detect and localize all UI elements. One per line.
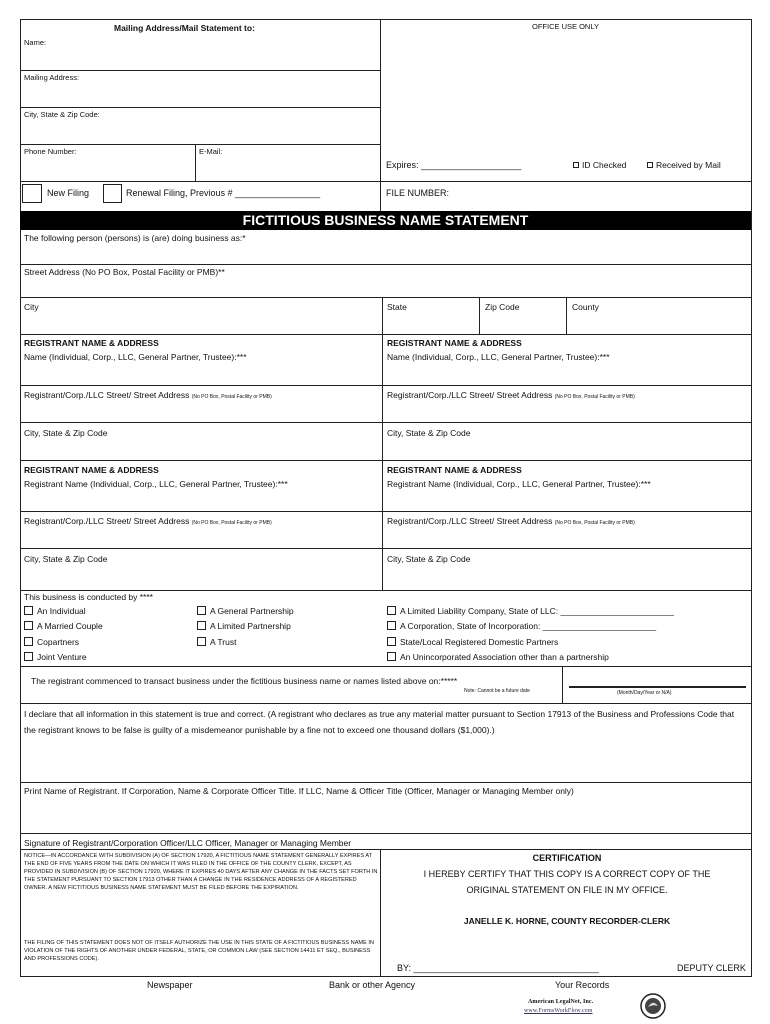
conducted-option-domestic-partners[interactable]: State/Local Registered Domestic Partners — [387, 637, 558, 647]
copy-bank: Bank or other Agency — [329, 980, 416, 990]
id-checked-checkbox[interactable]: ID Checked — [573, 160, 626, 170]
checkbox-icon — [387, 637, 396, 646]
checkbox-icon — [24, 637, 33, 646]
checkbox-icon — [197, 637, 206, 646]
registrant-city-label: City, State & Zip Code — [24, 554, 108, 564]
checkbox-icon — [387, 652, 396, 661]
registrant-street-label: Registrant/Corp./LLC Street/ Street Address (No PO Box, Postal Facility or PMB) — [387, 516, 635, 526]
conducted-option-limited-partnership[interactable]: A Limited Partnership — [197, 621, 291, 631]
certification-title: CERTIFICATION — [532, 853, 602, 863]
checkbox-icon — [647, 162, 653, 168]
copy-newspaper: Newspaper — [147, 980, 193, 990]
conducted-option-copartners[interactable]: Copartners — [24, 637, 79, 647]
commenced-date-line[interactable] — [569, 686, 746, 688]
file-number-label: FILE NUMBER: — [386, 188, 450, 198]
zip-label: Zip Code — [485, 302, 520, 312]
county-label: County — [572, 302, 599, 312]
checkbox-icon — [387, 606, 396, 615]
new-filing-checkbox[interactable] — [22, 184, 42, 203]
registrant-street-label: Registrant/Corp./LLC Street/ Street Address (No PO Box, Postal Facility or PMB) — [387, 390, 635, 400]
company-logo — [522, 993, 670, 1021]
company-website: www.FormsWorkFlow.com — [524, 1008, 593, 1014]
registrant-city-label: City, State & Zip Code — [24, 428, 108, 438]
conducted-option-joint-venture[interactable]: Joint Venture — [24, 652, 87, 662]
certification-line2: ORIGINAL STATEMENT ON FILE IN MY OFFICE. — [466, 885, 668, 895]
company-name: American LegalNet, Inc. — [528, 999, 594, 1005]
commenced-label: The registrant commenced to transact business under the fictitious business name or names listed above on:***** — [31, 676, 458, 686]
authorization-notice: THE FILING OF THIS STATEMENT DOES NOT OF ITSELF AUTHORIZE THE USE IN THIS STATE OF A FICTITIOUS BUSINESS NAME IN VIOLATION OF THE RIGHTS OF ANOTHER UNDER FEDERAL, STATE, OR COMMON LAW (SEE SECTION 14411 ET SEQ., BUSINESS AND PROFESSIONS CODE). — [24, 940, 374, 963]
renewal-filing-checkbox[interactable] — [103, 184, 122, 203]
checkbox-icon — [573, 162, 579, 168]
mailing-title: Mailing Address/Mail Statement to: — [114, 23, 255, 33]
checkbox-icon — [197, 606, 206, 615]
conducted-option-trust[interactable]: A Trust — [197, 637, 236, 647]
certification-line1: I HEREBY CERTIFY THAT THIS COPY IS A CORRECT COPY OF THE — [423, 869, 711, 879]
registrant-name-label: Name (Individual, Corp., LLC, General Partner, Trustee):*** — [24, 352, 247, 362]
state-label: State — [387, 302, 407, 312]
print-name-label: Print Name of Registrant. If Corporation, Name & Corporate Officer Title. If LLC, Name & Officer Title (Officer, Manager or Managing Member only) — [24, 786, 574, 796]
conducted-option-unincorporated[interactable]: An Unincorporated Association other than a partnership — [387, 652, 609, 662]
street-address-label: Street Address (No PO Box, Postal Facility or PMB)** — [24, 267, 225, 277]
recorder-name: JANELLE K. HORNE, COUNTY RECORDER-CLERK — [463, 916, 671, 926]
signature-label: Signature of Registrant/Corporation Officer/LLC Officer, Manager or Managing Member — [24, 838, 352, 848]
renewal-filing-label: Renewal Filing, Previous # _________________ — [126, 188, 321, 198]
deputy-signature-line[interactable]: BY: _____________________________________ — [397, 963, 599, 973]
copy-your-records: Your Records — [555, 980, 610, 990]
declaration-text: I declare that all information in this statement is true and correct. (A registrant who declares as true any material matter pursuant to Section 17913 of the Business and Professions Code that the registrant knows to be false is guilty of a misdemeanor punishable by a fine not to exceed one thousand dollars ($1,000).) — [24, 709, 735, 735]
email-label: E-Mail: — [199, 147, 223, 156]
checkbox-icon — [24, 621, 33, 630]
registrant-city-label: City, State & Zip Code — [387, 428, 471, 438]
phone-label: Phone Number: — [24, 147, 77, 156]
checkbox-icon — [387, 621, 396, 630]
checkbox-icon — [197, 621, 206, 630]
doing-business-as-label: The following person (persons) is (are) doing business as:* — [24, 233, 246, 243]
checkbox-icon — [24, 652, 33, 661]
conducted-by-label: This business is conducted by **** — [24, 592, 153, 602]
mailing-address-label: Mailing Address: — [24, 73, 80, 82]
deputy-clerk-label: DEPUTY CLERK — [677, 963, 746, 973]
company-emblem-icon — [640, 993, 666, 1019]
registrant-name-label: Name (Individual, Corp., LLC, General Partner, Trustee):*** — [387, 352, 610, 362]
registrant-street-label: Registrant/Corp./LLC Street/ Street Address (No PO Box, Postal Facility or PMB) — [24, 516, 272, 526]
conducted-option-individual[interactable]: An Individual — [24, 606, 86, 616]
expires-field[interactable]: Expires: ____________________ — [386, 160, 522, 170]
date-format-note: (Month/Day/Year or N/A) — [617, 690, 672, 696]
name-label: Name: — [24, 38, 47, 47]
registrant-heading: REGISTRANT NAME & ADDRESS — [387, 465, 522, 475]
form-title: FICTITIOUS BUSINESS NAME STATEMENT — [20, 211, 751, 230]
new-filing-label: New Filing — [47, 188, 90, 198]
registrant-heading: REGISTRANT NAME & ADDRESS — [24, 465, 159, 475]
conducted-option-llc[interactable]: A Limited Liability Company, State of LLC: ________________________ — [387, 606, 674, 616]
city-label: City — [24, 302, 39, 312]
expiration-notice: NOTICE—IN ACCORDANCE WITH SUBDIVISION (A) OF SECTION 17920, A FICTITIOUS NAME STATEMENT GENERALLY EXPIRES AT THE END OF FIVE YEARS FROM THE DATE ON WHICH IT WAS FILED IN THE OFFICE OF THE COUNTY CLERK, EXCEPT, AS PROVIDED IN SUBDIVISION (B) OF SECTION 17920, WHERE IT EXPIRES 40 DAYS AFTER ANY CHANGE IN THE FACTS SET FORTH IN THE STATEMENT PURSUANT TO SECTION 17913 OTHER THAN A CHANGE IN THE RESIDENCE ADDRESS OF A REGISTERED OWNER. A NEW FICTITIOUS BUSINESS NAME STATEMENT MUST BE FILED BEFORE THE EXPIRATION. — [24, 853, 378, 892]
city-state-zip-label: City, State & Zip Code: — [24, 110, 100, 119]
conducted-option-general-partnership[interactable]: A General Partnership — [197, 606, 294, 616]
registrant-name-label: Registrant Name (Individual, Corp., LLC, General Partner, Trustee):*** — [24, 479, 288, 489]
registrant-name-label: Registrant Name (Individual, Corp., LLC, General Partner, Trustee):*** — [387, 479, 651, 489]
office-use-only: OFFICE USE ONLY — [532, 22, 599, 31]
received-by-mail-checkbox[interactable]: Received by Mail — [647, 160, 721, 170]
registrant-street-label: Registrant/Corp./LLC Street/ Street Address (No PO Box, Postal Facility or PMB) — [24, 390, 272, 400]
registrant-heading: REGISTRANT NAME & ADDRESS — [387, 338, 522, 348]
conducted-option-corporation[interactable]: A Corporation, State of Incorporation: ________________________ — [387, 621, 656, 631]
future-date-note: Note: Cannot be a future date — [464, 688, 530, 694]
checkbox-icon — [24, 606, 33, 615]
conducted-option-married-couple[interactable]: A Married Couple — [24, 621, 103, 631]
registrant-city-label: City, State & Zip Code — [387, 554, 471, 564]
registrant-heading: REGISTRANT NAME & ADDRESS — [24, 338, 159, 348]
